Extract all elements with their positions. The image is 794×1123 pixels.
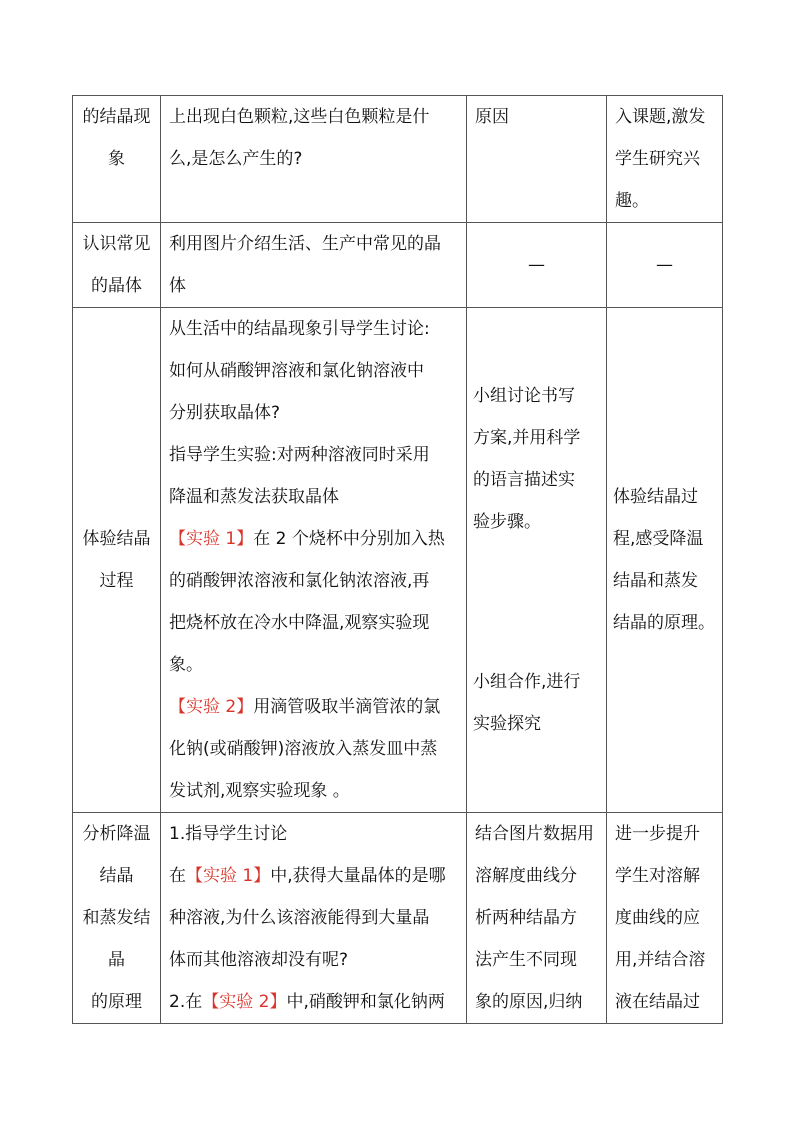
student-activity-cell: [467, 96, 607, 223]
text-line: 学生对溶解: [615, 866, 700, 886]
text-line: 体验结晶过: [613, 487, 698, 507]
empty-dash: —: [656, 255, 673, 275]
stage-cell: [73, 308, 161, 813]
table-row: [73, 223, 723, 308]
text-line: 分别获取晶体?: [169, 403, 281, 423]
text-segment: 在 2 个烧杯中分别加入热: [253, 529, 445, 549]
text-line: 小组合作,进行: [473, 672, 581, 692]
design-intent-cell: [607, 308, 723, 813]
experiment-2-line: [169, 686, 462, 728]
text-line: 从生活中的结晶现象引导学生讨论:: [169, 319, 430, 339]
text-line: [169, 981, 462, 1023]
table-row: [73, 308, 723, 813]
student-activity-cell: [467, 813, 607, 1024]
student-activity-cell: [467, 308, 607, 813]
stage-line: 体验结晶: [82, 529, 151, 549]
text-line: [169, 855, 462, 897]
text-line: 验步骤。: [473, 512, 541, 532]
text-line: 结晶和蒸发: [613, 571, 698, 591]
text-segment: 2.在: [169, 992, 203, 1012]
text-line: 象的原因,归纳: [475, 992, 583, 1012]
text-line: 结合图片数据用: [475, 824, 594, 844]
teacher-activity-cell: [161, 813, 467, 1024]
text-line: 度曲线的应: [615, 908, 700, 928]
text-segment: 用滴管吸取半滴管浓的氯: [253, 697, 441, 717]
text-line: 学生研究兴: [615, 149, 700, 169]
text-line: 液在结晶过: [615, 992, 700, 1012]
text-line: 趣。: [615, 191, 649, 211]
experiment-1-line: [169, 518, 462, 560]
stage-line: 的结晶现: [82, 107, 151, 127]
text-line: 法产生不同现: [475, 950, 577, 970]
text-line: 方案,并用科学: [473, 428, 581, 448]
text-line: 把烧杯放在冷水中降温,观察实验现: [169, 613, 430, 633]
stage-line: 分析降温: [82, 824, 151, 844]
text-line: 析两种结晶方: [475, 908, 577, 928]
text-line: 的语言描述实: [473, 470, 575, 490]
text-line: 小组讨论书写: [473, 386, 575, 406]
teacher-activity-cell: [161, 96, 467, 223]
stage-line: 和蒸发结: [82, 908, 151, 928]
text-line: 实验探究: [473, 714, 541, 734]
stage-line: 象: [108, 149, 125, 169]
design-intent-cell: [607, 96, 723, 223]
stage-cell: [73, 223, 161, 308]
text-line: 化钠(或硝酸钾)溶液放入蒸发皿中蒸: [169, 739, 438, 759]
text-line: 原因: [475, 107, 509, 127]
text-line: 象。: [169, 655, 203, 675]
stage-line: 认识常见: [82, 234, 151, 254]
table-row: [73, 96, 723, 223]
text-segment: 中,获得大量晶体的是哪: [270, 866, 446, 886]
text-segment: 中,硝酸钾和氯化钠两: [286, 992, 445, 1012]
text-line: 指导学生实验:对两种溶液同时采用: [169, 445, 430, 465]
experiment-1-tag: 【实验 1】: [169, 529, 254, 549]
student-activity-cell: [467, 223, 607, 308]
text-line: 上出现白色颗粒,这些白色颗粒是什: [169, 107, 430, 127]
stage-cell: [73, 813, 161, 1024]
text-line: 利用图片介绍生活、生产中常见的晶: [169, 234, 441, 254]
stage-cell: [73, 96, 161, 223]
text-line: 用,并结合溶: [615, 950, 706, 970]
text-line: 体: [169, 276, 186, 296]
text-line: 体而其他溶液却没有呢?: [169, 950, 349, 970]
text-line: 溶解度曲线分: [475, 866, 577, 886]
text-line: 降温和蒸发法获取晶体: [169, 487, 339, 507]
text-line: 发试剂,观察实验现象 。: [169, 781, 350, 801]
text-line: 种溶液,为什么该溶液能得到大量晶: [169, 908, 430, 928]
text-line: 的硝酸钾浓溶液和氯化钠浓溶液,再: [169, 571, 430, 591]
empty-dash: —: [528, 255, 545, 275]
teacher-activity-cell: [161, 223, 467, 308]
teacher-activity-cell: [161, 308, 467, 813]
stage-line: 晶: [108, 950, 125, 970]
design-intent-cell: [607, 223, 723, 308]
stage-line: 结晶: [99, 866, 134, 886]
text-line: 结晶的原理。: [613, 613, 715, 633]
experiment-2-tag: 【实验 2】: [169, 697, 254, 717]
stage-line: 的原理: [91, 992, 142, 1012]
text-segment: 在: [169, 866, 186, 886]
text-line: 如何从硝酸钾溶液和氯化钠溶液中: [169, 361, 424, 381]
stage-line: 的晶体: [91, 276, 142, 296]
text-line: 1.指导学生讨论: [169, 824, 288, 844]
spacer: [473, 543, 602, 661]
experiment-1-tag: 【实验 1】: [186, 866, 271, 886]
text-line: 入课题,激发: [615, 107, 706, 127]
text-line: 进一步提升: [615, 824, 700, 844]
text-line: 么,是怎么产生的?: [169, 149, 303, 169]
stage-line: 过程: [99, 571, 134, 591]
experiment-2-tag: 【实验 2】: [202, 992, 287, 1012]
table-row: [73, 813, 723, 1024]
text-line: 程,感受降温: [613, 529, 704, 549]
design-intent-cell: [607, 813, 723, 1024]
lesson-plan-table: [72, 95, 723, 1024]
